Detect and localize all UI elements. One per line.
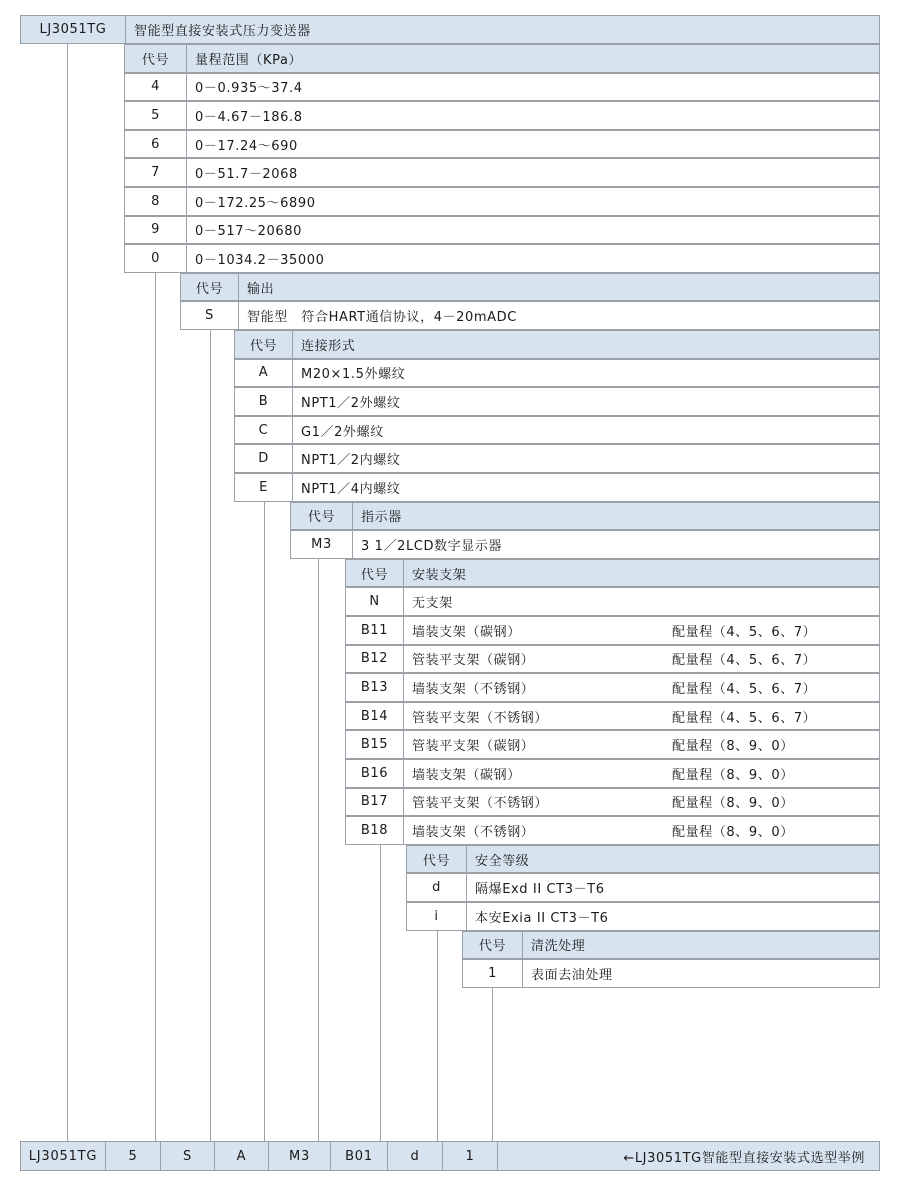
- range-desc: 0－517～20680: [195, 224, 303, 240]
- bracket-row-b16: [345, 759, 880, 788]
- bracket-row-b18: [345, 816, 880, 845]
- bracket-row-b14: [345, 702, 880, 731]
- safety-row-d: [406, 873, 880, 902]
- bracket-extra: 配量程（4、5、6、7）: [672, 624, 817, 640]
- cleaning-header-desc: 清洗处理: [531, 939, 586, 955]
- bracket-extra: 配量程（8、9、0）: [672, 739, 794, 755]
- example-segment-range: 5: [106, 1142, 161, 1170]
- connector-line-output: [210, 330, 211, 1141]
- connection-header-code: 代号: [235, 331, 293, 358]
- cleaning-row-1: [462, 959, 880, 988]
- bracket-desc: 墙装支架（不锈钢）: [412, 681, 535, 697]
- connection-row-b: [234, 387, 880, 416]
- connection-desc: M20×1.5外螺纹: [301, 367, 406, 383]
- example-segment-indicator: M3: [269, 1142, 331, 1170]
- connector-line-range: [155, 272, 156, 1141]
- indicator-row-m3: [290, 530, 880, 559]
- range-row-0: [124, 244, 880, 273]
- output-row-s: [180, 301, 880, 330]
- range-desc: 0－0.935～37.4: [195, 81, 303, 97]
- connection-desc: G1／2外螺纹: [301, 424, 384, 440]
- example-note: ←LJ3051TG智能型直接安装式选型举例: [623, 1150, 865, 1166]
- range-code: 0: [125, 245, 187, 272]
- bracket-desc: 墙装支架（碳钢）: [412, 624, 521, 640]
- example-selection-row: [20, 1141, 880, 1171]
- range-code: 8: [125, 188, 187, 215]
- bracket-extra: 配量程（4、5、6、7）: [672, 710, 817, 726]
- range-desc: 0－4.67－186.8: [195, 109, 303, 125]
- range-code: 4: [125, 74, 187, 101]
- range-desc: 0－1034.2－35000: [195, 252, 325, 268]
- bracket-desc: 管装平支架（碳钢）: [412, 739, 535, 755]
- bracket-row-b12: [345, 645, 880, 674]
- bracket-row-n: [345, 587, 880, 616]
- bracket-extra: 配量程（4、5、6、7）: [672, 681, 817, 697]
- bracket-code: B15: [346, 731, 404, 758]
- bracket-code: N: [346, 588, 404, 615]
- model-code: LJ3051TG: [21, 16, 126, 43]
- range-row-4: [124, 73, 880, 102]
- connector-line-safety: [437, 928, 438, 1141]
- bracket-header-desc: 安装支架: [412, 567, 467, 583]
- range-row-7: [124, 158, 880, 187]
- output-code: S: [181, 302, 239, 329]
- bracket-row-b11: [345, 616, 880, 645]
- output-header-row: [180, 273, 880, 302]
- example-segment-model: LJ3051TG: [21, 1142, 106, 1170]
- bracket-desc: 无支架: [412, 596, 453, 612]
- connection-header-desc: 连接形式: [301, 338, 356, 354]
- model-title: 智能型直接安装式压力变送器: [134, 23, 311, 39]
- bracket-extra: 配量程（4、5、6、7）: [672, 653, 817, 669]
- example-segment-bracket: B01: [331, 1142, 388, 1170]
- bracket-extra: 配量程（8、9、0）: [672, 767, 794, 783]
- connector-line-indicator: [318, 558, 319, 1141]
- cleaning-header-code: 代号: [463, 932, 523, 959]
- connector-line-model: [67, 44, 68, 1141]
- bracket-code: B11: [346, 617, 404, 644]
- connection-desc: NPT1／2外螺纹: [301, 395, 401, 411]
- safety-header-code: 代号: [407, 846, 467, 873]
- bracket-desc: 墙装支架（碳钢）: [412, 767, 521, 783]
- connection-header-row: [234, 330, 880, 359]
- indicator-desc: 3 1／2LCD数字显示器: [361, 538, 503, 554]
- connection-row-e: [234, 473, 880, 502]
- connection-desc: NPT1／4内螺纹: [301, 481, 401, 497]
- range-row-5: [124, 101, 880, 130]
- example-segment-safety: d: [388, 1142, 443, 1170]
- indicator-header-row: [290, 502, 880, 531]
- bracket-row-b13: [345, 673, 880, 702]
- indicator-header-desc: 指示器: [361, 510, 402, 526]
- connection-row-c: [234, 416, 880, 445]
- connection-code: C: [235, 417, 293, 444]
- cleaning-header-row: [462, 931, 880, 960]
- bracket-header-row: [345, 559, 880, 588]
- range-code: 5: [125, 102, 187, 129]
- range-row-8: [124, 187, 880, 216]
- output-header-code: 代号: [181, 274, 239, 301]
- bracket-code: B18: [346, 817, 404, 844]
- connection-code: E: [235, 474, 293, 501]
- indicator-code: M3: [291, 531, 353, 558]
- connection-row-d: [234, 444, 880, 473]
- connector-line-cleaning: [492, 985, 493, 1141]
- bracket-code: B13: [346, 674, 404, 701]
- bracket-extra: 配量程（8、9、0）: [672, 796, 794, 812]
- example-segment-output: S: [161, 1142, 215, 1170]
- range-row-9: [124, 216, 880, 245]
- bracket-extra: [664, 588, 879, 615]
- bracket-row-b15: [345, 730, 880, 759]
- connection-desc: NPT1／2内螺纹: [301, 453, 401, 469]
- safety-desc: 隔爆Exd II CT3－T6: [475, 882, 605, 898]
- range-code: 9: [125, 217, 187, 244]
- safety-header-row: [406, 845, 880, 874]
- example-segment-connection: A: [215, 1142, 269, 1170]
- cleaning-desc: 表面去油处理: [531, 967, 613, 983]
- range-code: 6: [125, 131, 187, 158]
- safety-code: i: [407, 903, 467, 930]
- range-code: 7: [125, 159, 187, 186]
- safety-code: d: [407, 874, 467, 901]
- bracket-header-code: 代号: [346, 560, 404, 587]
- model-title-row: [20, 15, 880, 44]
- connection-code: A: [235, 360, 293, 387]
- example-segment-cleaning: 1: [443, 1142, 498, 1170]
- bracket-desc: 管装平支架（不锈钢）: [412, 710, 549, 726]
- bracket-code: B17: [346, 789, 404, 816]
- safety-row-i: [406, 902, 880, 931]
- connection-code: B: [235, 388, 293, 415]
- bracket-desc: 管装平支架（不锈钢）: [412, 796, 549, 812]
- connector-line-bracket: [380, 843, 381, 1141]
- range-header-row: [124, 44, 880, 73]
- range-header-code: 代号: [125, 45, 187, 72]
- bracket-extra: 配量程（8、9、0）: [672, 824, 794, 840]
- indicator-header-code: 代号: [291, 503, 353, 530]
- range-header-desc: 量程范围（KPa）: [195, 52, 303, 68]
- bracket-code: B14: [346, 703, 404, 730]
- connection-row-a: [234, 359, 880, 388]
- connection-code: D: [235, 445, 293, 472]
- range-desc: 0－51.7－2068: [195, 167, 298, 183]
- output-header-desc: 输出: [247, 281, 275, 297]
- bracket-row-b17: [345, 788, 880, 817]
- safety-header-desc: 安全等级: [475, 853, 530, 869]
- connector-line-connection: [264, 501, 265, 1141]
- range-desc: 0－17.24～690: [195, 138, 298, 154]
- bracket-desc: 管装平支架（碳钢）: [412, 653, 535, 669]
- bracket-desc: 墙装支架（不锈钢）: [412, 824, 535, 840]
- bracket-code: B16: [346, 760, 404, 787]
- output-desc: 智能型 符合HART通信协议，4－20mADC: [247, 310, 517, 326]
- safety-desc: 本安Exia II CT3－T6: [475, 910, 609, 926]
- cleaning-code: 1: [463, 960, 523, 987]
- range-desc: 0－172.25～6890: [195, 195, 316, 211]
- bracket-code: B12: [346, 646, 404, 673]
- range-row-6: [124, 130, 880, 159]
